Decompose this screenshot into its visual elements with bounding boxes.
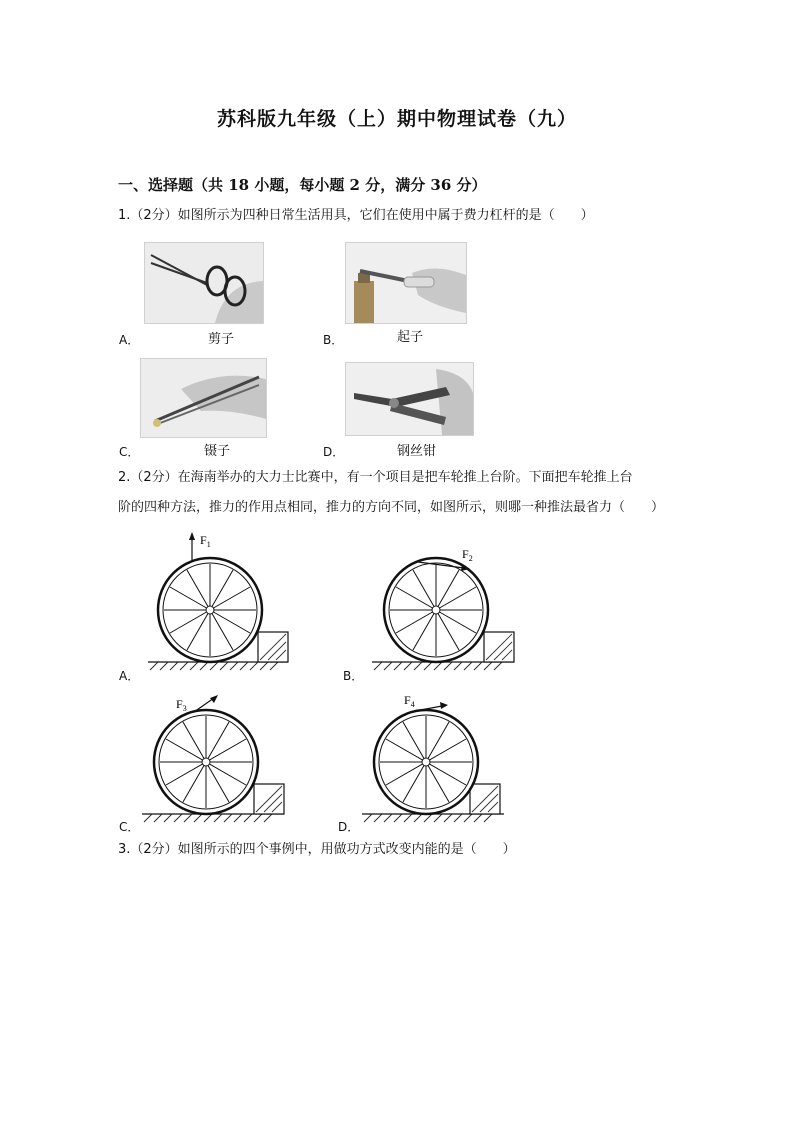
force-label-a: $F_1$ <box>200 533 211 549</box>
force-label-d: $F_4$ <box>404 693 415 709</box>
question-2-stem-line-1: 2.（2分）在海南举办的大力士比赛中，有一个项目是把车轮推上台阶。下面把车轮推上台 <box>118 470 633 485</box>
question-2-stem-line-2: 阶的四种方法，推力的作用点相同，推力的方向不同，如图所示，则哪一种推法最省力（ ） <box>118 500 665 515</box>
q1-option-c-caption: 镊子 <box>204 444 231 459</box>
wheel-diagram-a <box>140 530 290 680</box>
q2-option-d-letter: D． <box>338 820 360 834</box>
q2-option-c-letter: C． <box>119 820 140 834</box>
q2-option-b-letter: B． <box>343 669 364 683</box>
bottle-opener-photo <box>345 242 467 324</box>
section-heading: 一、选择题（共 18 小题，每小题 2 分，满分 36 分） <box>118 176 487 194</box>
page-title: 苏科版九年级（上）期中物理试卷（九） <box>216 108 577 130</box>
q1-option-b-letter: B． <box>323 333 344 347</box>
tweezers-photo <box>140 358 267 438</box>
force-label-c: $F_3$ <box>176 697 187 713</box>
wire-pliers-photo <box>345 362 474 436</box>
question-1-stem: 1.（2分）如图所示为四种日常生活用具，它们在使用中属于费力杠杆的是（ ） <box>118 208 594 223</box>
scissors-photo <box>144 242 264 324</box>
q1-option-b-caption: 起子 <box>397 330 424 345</box>
force-label-b: $F_2$ <box>462 547 473 563</box>
question-3-stem: 3.（2分）如图所示的四个事例中，用做功方式改变内能的是（ ） <box>118 842 516 857</box>
q1-option-a-letter: A． <box>119 333 140 347</box>
wheel-diagram-c <box>138 690 288 830</box>
q1-option-a-caption: 剪子 <box>208 332 235 347</box>
wheel-diagram-b <box>368 540 518 680</box>
wheel-diagram-d <box>358 690 508 830</box>
q1-option-d-caption: 钢丝钳 <box>397 444 437 459</box>
q1-option-c-letter: C． <box>119 445 140 459</box>
q1-option-d-letter: D． <box>323 445 345 459</box>
q2-option-a-letter: A． <box>119 669 140 683</box>
